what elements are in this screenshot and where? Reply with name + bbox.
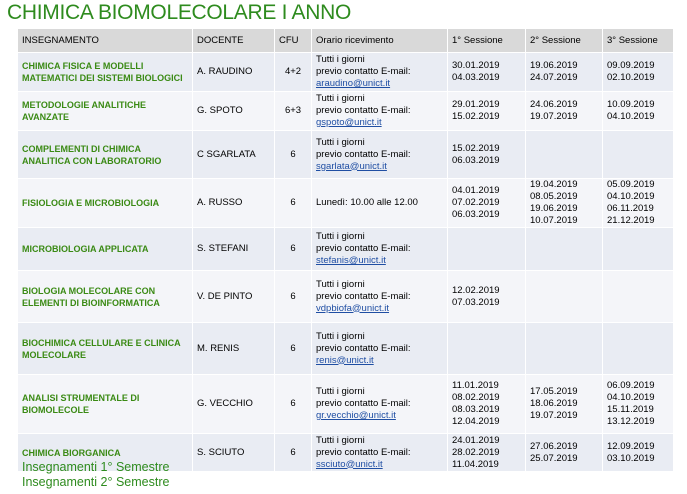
exam-date: 24.06.2019 (530, 99, 578, 110)
exam-date: 07.03.2019 (452, 296, 500, 308)
course-name (18, 271, 193, 323)
session-1-dates (448, 228, 526, 271)
course-name-line: BIOMOLECOLE (22, 405, 89, 415)
exam-date: 19.07.2019 (530, 410, 578, 421)
exam-date: 15.11.2019 (607, 404, 654, 415)
exam-date: 11.04.2019 (452, 458, 499, 470)
course-name (18, 375, 193, 434)
session-2-dates (526, 271, 603, 323)
exam-date: 19.07.2019 (530, 111, 578, 122)
session-2-dates (526, 434, 603, 472)
exam-date: 07.02.2019 (452, 197, 500, 208)
exam-date: 04.10.2019 (607, 392, 655, 403)
session-2-dates (526, 53, 603, 92)
office-hours-line: Tutti i giorni (316, 54, 365, 65)
cfu-value: 6 (275, 375, 312, 434)
exam-date: 03.10.2019 (607, 452, 655, 464)
session-1-dates (448, 92, 526, 131)
office-hours (312, 323, 448, 375)
table-row (18, 271, 674, 323)
teacher-name: S. SCIUTO (193, 434, 275, 472)
exam-date: 06.03.2019 (452, 154, 500, 166)
office-hours (312, 92, 448, 131)
email-link[interactable]: renis@unict.it (316, 354, 374, 366)
cfu-value: 6 (275, 179, 312, 228)
teacher-name: G. VECCHIO (193, 375, 275, 434)
office-hours-line: Tutti i giorni (316, 278, 365, 290)
exam-date: 06.09.2019 (607, 380, 655, 391)
office-hours-line: Lunedì: 10.00 alle 12.00 (316, 197, 418, 208)
exam-date: 06.11.2019 (607, 203, 654, 214)
session-2-dates (526, 131, 603, 179)
cfu-value: 6 (275, 131, 312, 179)
course-name-line: ELEMENTI DI BIOINFORMATICA (22, 297, 160, 308)
course-name-line: MATEMATICI DEI SISTEMI BIOLOGICI (22, 73, 183, 83)
course-name (18, 323, 193, 375)
exam-date: 19.06.2019 (530, 203, 578, 214)
office-hours (312, 271, 448, 323)
office-hours-line: previo contatto E-mail: (316, 398, 411, 409)
office-hours (312, 179, 448, 228)
session-3-dates (603, 434, 674, 472)
session-1-dates (448, 179, 526, 228)
session-3-dates (603, 179, 674, 228)
session-3-dates (603, 92, 674, 131)
session-1-dates (448, 53, 526, 92)
exam-date: 04.10.2019 (607, 191, 655, 202)
header-teacher: DOCENTE (193, 29, 275, 53)
exam-date: 04.03.2019 (452, 72, 500, 83)
schedule-table (17, 28, 674, 472)
office-hours (312, 375, 448, 434)
exam-date: 18.06.2019 (530, 398, 578, 409)
email-link[interactable]: araudino@unict.it (316, 78, 391, 89)
teacher-name: S. STEFANI (193, 228, 275, 271)
session-3-dates (603, 323, 674, 375)
course-name-line: BIOCHIMICA CELLULARE E CLINICA (22, 337, 181, 348)
teacher-name: M. RENIS (193, 323, 275, 375)
table-row (18, 53, 674, 92)
office-hours-line: Tutti i giorni (316, 231, 365, 242)
course-name (18, 53, 193, 92)
course-name-line: CHIMICA BIORGANICA (22, 447, 121, 458)
exam-date: 24.07.2019 (530, 72, 578, 83)
exam-date: 30.01.2019 (452, 60, 500, 71)
office-hours-line: previo contatto E-mail: (316, 66, 411, 77)
exam-date: 08.05.2019 (530, 191, 578, 202)
office-hours-line: Tutti i giorni (316, 386, 365, 397)
office-hours-line: previo contatto E-mail: (316, 243, 411, 254)
session-1-dates (448, 375, 526, 434)
exam-date: 11.01.2019 (452, 380, 499, 391)
teacher-name: C SGARLATA (193, 131, 275, 179)
office-hours (312, 434, 448, 472)
exam-date: 19.04.2019 (530, 179, 578, 190)
session-3-dates (603, 375, 674, 434)
office-hours-line: previo contatto E-mail: (316, 446, 411, 458)
exam-date: 27.06.2019 (530, 440, 578, 452)
header-cfu: CFU (275, 29, 312, 53)
session-3-dates (603, 131, 674, 179)
session-3-dates (603, 228, 674, 271)
session-1-dates (448, 323, 526, 375)
table-row (18, 179, 674, 228)
cfu-value: 6 (275, 434, 312, 472)
page-title: CHIMICA BIOMOLECOLARE I ANNO (7, 1, 352, 24)
course-name (18, 228, 193, 271)
office-hours-line: Tutti i giorni (316, 136, 365, 148)
session-3-dates (603, 53, 674, 92)
exam-date: 04.01.2019 (452, 185, 500, 196)
exam-date: 12.04.2019 (452, 416, 500, 427)
header-row (18, 29, 674, 53)
email-link[interactable]: vdpbiofa@unict.it (316, 302, 390, 314)
exam-date: 12.02.2019 (452, 284, 500, 296)
email-link[interactable]: sgarlata@unict.it (316, 160, 387, 172)
course-name (18, 92, 193, 131)
course-name-line: MOLECOLARE (22, 349, 86, 360)
session-1-dates (448, 434, 526, 472)
office-hours-line: previo contatto E-mail: (316, 290, 411, 302)
header-session-1: 1° Sessione (448, 29, 526, 53)
office-hours (312, 228, 448, 271)
exam-date: 09.09.2019 (607, 60, 655, 71)
teacher-name: G. SPOTO (193, 92, 275, 131)
exam-date: 10.09.2019 (607, 99, 655, 110)
table-row (18, 323, 674, 375)
exam-date: 24.01.2019 (452, 434, 500, 446)
session-2-dates (526, 323, 603, 375)
teacher-name: A. RAUDINO (193, 53, 275, 92)
email-link[interactable]: ssciuto@unict.it (316, 458, 383, 470)
session-1-dates (448, 271, 526, 323)
table-row (18, 131, 674, 179)
exam-date: 06.03.2019 (452, 209, 500, 220)
session-2-dates (526, 179, 603, 228)
table-row (18, 228, 674, 271)
office-hours (312, 53, 448, 92)
course-name-line: MICROBIOLOGIA APPLICATA (22, 244, 149, 254)
cfu-value: 6 (275, 323, 312, 375)
session-3-dates (603, 271, 674, 323)
exam-date: 29.01.2019 (452, 99, 500, 110)
exam-date: 19.06.2019 (530, 60, 578, 71)
course-name-line: METODOLOGIE ANALITICHE (22, 100, 147, 110)
office-hours-line: Tutti i giorni (316, 93, 365, 104)
email-link[interactable]: gr.vecchio@unict.it (316, 410, 396, 421)
exam-date: 10.07.2019 (530, 215, 578, 226)
email-link[interactable]: gspoto@unict.it (316, 117, 382, 128)
header-course: INSEGNAMENTO (18, 29, 193, 53)
cfu-value: 6+3 (275, 92, 312, 131)
table-row (18, 375, 674, 434)
course-name (18, 131, 193, 179)
cfu-value: 6 (275, 228, 312, 271)
course-name-line: AVANZATE (22, 112, 69, 122)
cfu-value: 6 (275, 271, 312, 323)
header-hours: Orario ricevimento (312, 29, 448, 53)
course-name-line: FISIOLOGIA E MICROBIOLOGIA (22, 198, 160, 208)
course-name-line: ANALITICA CON LABORATORIO (22, 155, 162, 166)
exam-date: 02.10.2019 (607, 72, 655, 83)
exam-date: 08.03.2019 (452, 404, 500, 415)
exam-date: 15.02.2019 (452, 142, 500, 154)
teacher-name: A. RUSSO (193, 179, 275, 228)
office-hours-line: previo contatto E-mail: (316, 342, 411, 354)
cfu-value: 4+2 (275, 53, 312, 92)
exam-date: 28.02.2019 (452, 446, 500, 458)
table-body (18, 53, 674, 472)
legend-second-semester: Insegnamenti 2° Semestre (22, 475, 170, 489)
exam-date: 05.09.2019 (607, 179, 655, 190)
session-2-dates (526, 375, 603, 434)
office-hours (312, 131, 448, 179)
teacher-name: V. DE PINTO (193, 271, 275, 323)
exam-date: 12.09.2019 (607, 440, 655, 452)
email-link[interactable]: stefanis@unict.it (316, 255, 386, 266)
exam-date: 17.05.2019 (530, 386, 578, 397)
exam-date: 21.12.2019 (607, 215, 655, 226)
session-2-dates (526, 228, 603, 271)
office-hours-line: previo contatto E-mail: (316, 148, 411, 160)
legend-first-semester: Insegnamenti 1° Semestre (22, 460, 170, 474)
exam-date: 15.02.2019 (452, 111, 500, 122)
course-name-line: COMPLEMENTI DI CHIMICA (22, 143, 141, 154)
session-1-dates (448, 131, 526, 179)
office-hours-line: Tutti i giorni (316, 330, 365, 342)
office-hours-line: previo contatto E-mail: (316, 105, 411, 116)
course-name-line: BIOLOGIA MOLECOLARE CON (22, 285, 156, 296)
course-name-line: CHIMICA FISICA E MODELLI (22, 61, 144, 71)
exam-date: 13.12.2019 (607, 416, 655, 427)
table-row (18, 92, 674, 131)
course-name-line: ANALISI STRUMENTALE DI (22, 393, 140, 403)
header-session-3: 3° Sessione (603, 29, 674, 53)
header-session-2: 2° Sessione (526, 29, 603, 53)
office-hours-line: Tutti i giorni (316, 434, 365, 446)
course-name (18, 179, 193, 228)
exam-date: 04.10.2019 (607, 111, 655, 122)
exam-date: 25.07.2019 (530, 452, 578, 464)
session-2-dates (526, 92, 603, 131)
exam-date: 08.02.2019 (452, 392, 500, 403)
